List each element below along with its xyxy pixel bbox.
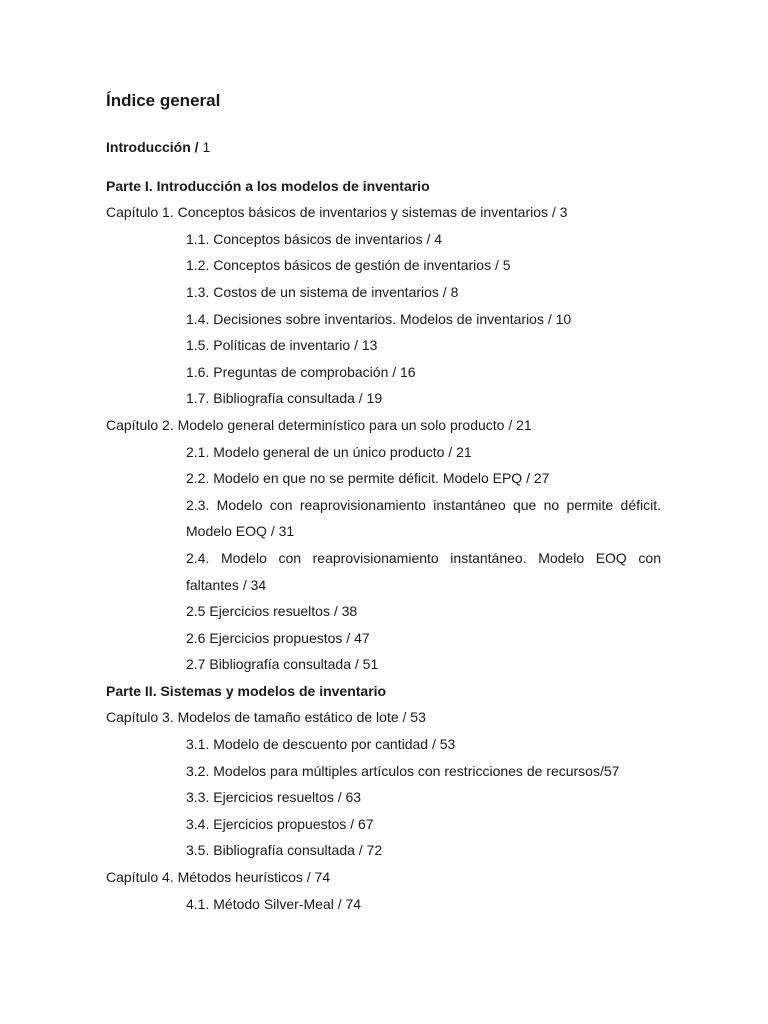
toc-chapter-3: Capítulo 3. Modelos de tamaño estático de lote / 53 — [106, 709, 426, 726]
page-title: Índice general — [106, 91, 221, 110]
toc-section-1-7: 1.7. Bibliografía consultada / 19 — [186, 390, 383, 407]
intro-page: 1 — [202, 139, 211, 155]
toc-section-2-7: 2.7 Bibliografía consultada / 51 — [186, 656, 379, 673]
toc-section-2-3: 2.3. Modelo con reaprovisionamiento instantáneo que no permite déficit. Modelo EOQ / 31 — [186, 496, 661, 540]
toc-section-1-4: 1.4. Decisiones sobre inventarios. Modelos de inventarios / 10 — [186, 310, 572, 327]
toc-chapter-4: Capítulo 4. Métodos heurísticos / 74 — [106, 869, 331, 886]
toc-section-3-3: 3.3. Ejercicios resueltos / 63 — [186, 789, 362, 806]
toc-section-1-3: 1.3. Costos de un sistema de inventarios / 8 — [186, 283, 459, 300]
toc-section-2-2: 2.2. Modelo en que no se permite déficit. Modelo EPQ / 27 — [186, 470, 550, 487]
toc-intro — [106, 134, 661, 161]
toc-section-1-2: 1.2. Conceptos básicos de gestión de inventarios / 5 — [186, 257, 511, 274]
toc-section-2-5: 2.5 Ejercicios resueltos / 38 — [186, 603, 358, 620]
toc-chapter-1: Capítulo 1. Conceptos básicos de inventarios y sistemas de inventarios / 3 — [106, 204, 568, 221]
toc-section-2-4: 2.4. Modelo con reaprovisionamiento instantáneo. Modelo EOQ con faltantes / 34 — [186, 549, 661, 593]
toc-chapter-2: Capítulo 2. Modelo general determinístico para un solo producto / 21 — [106, 416, 532, 433]
toc-section-1-6: 1.6. Preguntas de comprobación / 16 — [186, 363, 416, 380]
toc-part-2: Parte II. Sistemas y modelos de inventario — [106, 682, 387, 699]
toc-section-1-5: 1.5. Políticas de inventario / 13 — [186, 337, 378, 354]
toc-section-1-1: 1.1. Conceptos básicos de inventarios / 4 — [186, 230, 443, 247]
toc-section-3-1: 3.1. Modelo de descuento por cantidad / 53 — [186, 736, 456, 753]
toc-section-3-5: 3.5. Bibliografía consultada / 72 — [186, 842, 383, 859]
toc-part-1: Parte I. Introducción a los modelos de inventario — [106, 177, 430, 194]
toc-section-3-4: 3.4. Ejercicios propuestos / 67 — [186, 815, 374, 832]
toc-section-2-6: 2.6 Ejercicios propuestos / 47 — [186, 629, 370, 646]
toc-section-2-1: 2.1. Modelo general de un único producto / 21 — [186, 443, 472, 460]
toc-section-4-1: 4.1. Método Silver-Meal / 74 — [186, 895, 362, 912]
intro-label: Introducción / — [106, 139, 199, 155]
toc-section-3-2: 3.2. Modelos para múltiples artículos con restricciones de recursos/57 — [186, 762, 620, 779]
table-of-contents — [106, 86, 661, 917]
